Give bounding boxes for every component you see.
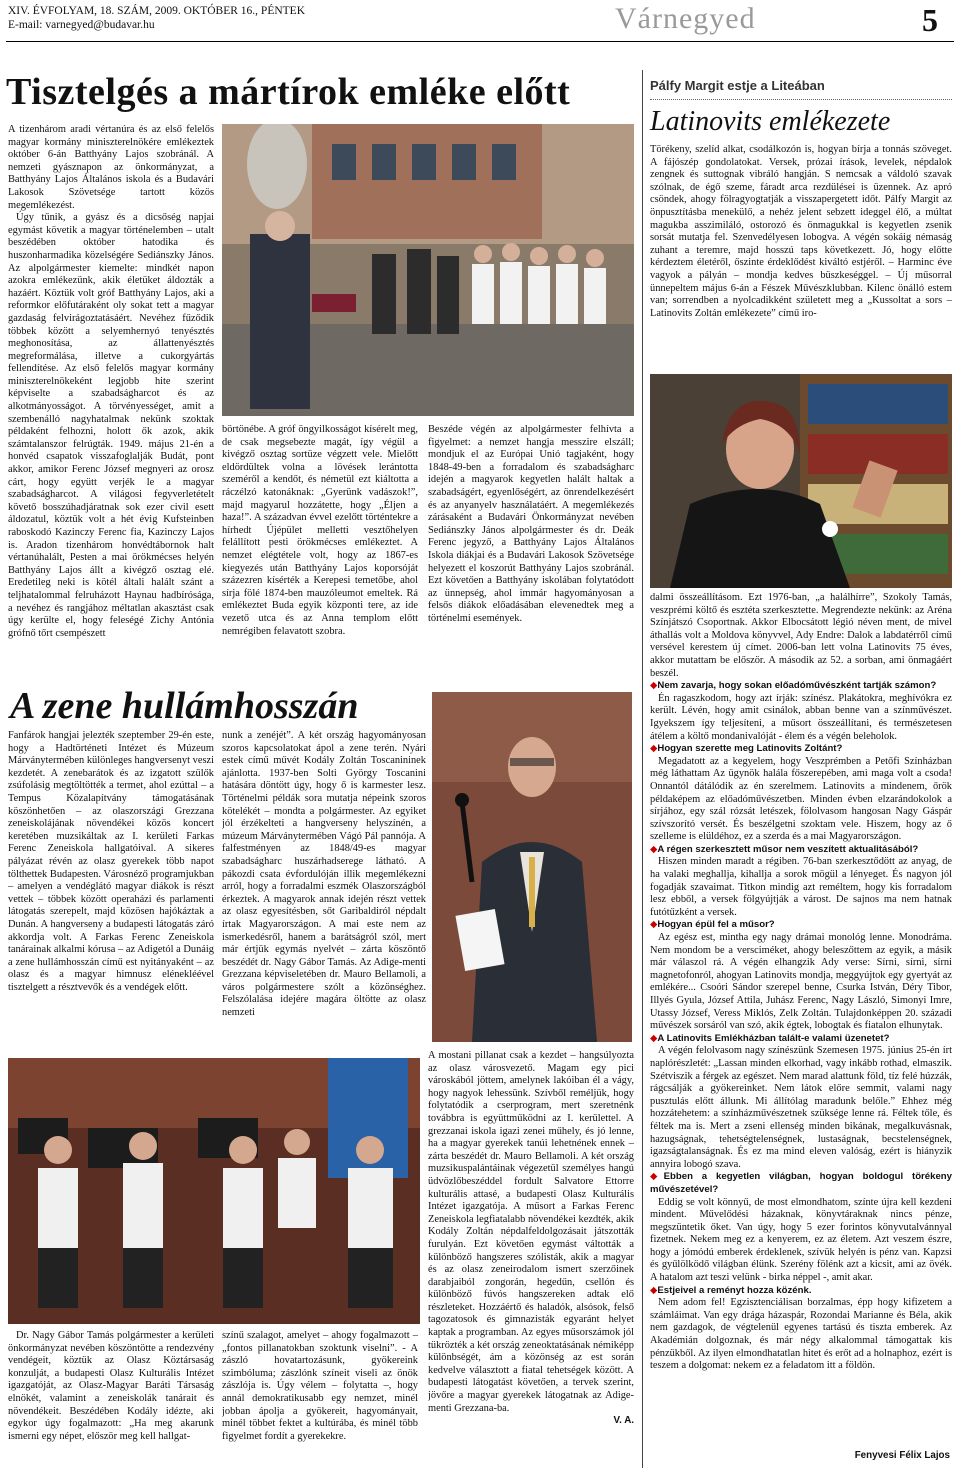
lead-paragraph: A tizenhárom aradi vértanúra és az első felelős magyar kormány miniszterelnökére emlékeztek október 6-án Batthyány Lajos szobránál. A nemzeti gyásznapon az önkormányzat, a Batthyány Lajos Általános iskola és a Budavári Lakosok Szövetsége tartott közös megemlékezést. xyxy=(8,124,214,211)
issue-line: XIV. ÉVFOLYAM, 18. SZÁM, 2009. OKTÓBER 16., PÉNTEK xyxy=(8,5,306,17)
article-text: A mostani pillanat csak a kezdet – hangsúlyozta az olasz városvezető. Magam egy pici városkából jöttem, amelynek lakóiban él a vágy, hogy nagyok lehessünk. Szívből reméljük, hogy folytatódik a cserprogram, mert szeretnénk továbbra is együttműködni az I. kerülettel. A grezzanai iskola igazi zenei műhely, és jó lenne, ha a magyar gyerekek tanúi lehetnének ennek – zárta beszédét dr. Mauro Bellamoli. A két ország muzsikuspalántáinak végezetül személyes hangú üdvözlőbeszéddel fordult Salvatore Ettorre kulturális attasé, a budapesti Olasz Kulturális Intézet igazgatója. A műsort a Farkas Ferenc Zeneiskola legfiatalabb növendékei kezdték, akik Kodály Zoltán népdalfeldolgozásait játszották furulyán. Ezt követően egymást váltották a különböző hangszeres szólisták, akik a magyar és az olasz zeneirodalom ismert szerzőinek darabjaiból zongorán, hegedűn, csellón és különböző fúvós hangszereken adtak elő részleteket. Hozzáértő és haladók, alsósok, felső tagozatosok és gimnazisták egyaránt helyet kaptak a programban. Az egyes műsorszámok jól tükrözték a két ország zeneoktatásának némiképp különbségét, ám a közönség az est során kedvelve választott a fiatal tehetségek között. A budapesti látogatást követően, a tervek szerint, jövőre a magyar gyerekek látogatnak az Adige-menti Grezzana-ba. xyxy=(428,1050,634,1414)
interview-answer: Az egész est, mintha egy nagy drámai monológ lenne. Monodráma. Nem mondom be a versciméket, ahogy beleszőttem az egyik, a másik már válaszol rá. A végén elhangzik Ady verse: Sírni, sírni, sírni magnetofonról, ahogyan Latinovits mondja, meggyújtok egy gyertyát az emlékére... Csoóri Sándor szerepel benne, Csurka István, Déry Tibor, Illyés Gyula, József Attila, Juhász Ferenc, Nagy László, Simonyi Imre, Utassy József, Veress Miklós, Zelk Zoltán. Tulajdonképpen 20. századi művészek sorsáról van szó, akik égtek, lobogtak és fiatalon elhunytak. xyxy=(650,932,952,1032)
article-text: Törékeny, szelíd alkat, csodálkozón is, hogyan bírja a tonnás szöveget. A fájószép gondolatokat. Versek, prózai írások, levelek, népdalok zengnek és suttognak vibráló hangján. S nemcsak a váldoló szavak szólnak, de égő szeme, fáradt arca rezdülései is üzennek. Az apró csöndek, ahogy fölragyogtatják a visszapergetett időt. Pálfy Margit az önpusztításba menekülő, a nehéz jelent sebzett ideggel élő, a múltat magukba asszimiláló, ostorozó és önmagukkal is kegyetlen zsenik sorsát mutatja fel. Szenvedélyesen lobogva. A végén sokáig némaság zuhant a teremre, majd hosszú taps következett. Jó, hogy előtte kérdeztem életéről, őszinte érdeklődést kiváltó estjéről. – Harminc éve vagyok a pályán – mondja kedves büszkeséggel. – Új műsorral ünnepeltem május 6-án a Fészek Művészklubban. Kilenc önálló estem van; sorrendben a nyolcadikként született meg a „Kussoltat a sors – Latinovits Zoltán emlékezete” című iro- xyxy=(650,144,952,319)
brand-name: Várnegyed xyxy=(615,2,756,35)
article-text: Beszéde végén az alpolgármester felhívta a figyelmet: a nemzet hangja messzire elszáll; mondjuk el az Európai Unió tagjaként, hogy 1848-49-ben a forradalom és szabadságharc idején a magyarok kegyetlen halált haltak a szabadságért, egyenlőségért, az önrendelkezésért és az anyanyelv használatáért. A megemlékezés zárásaként a Budavári Önkormányzat nevében Sediánszky János alpolgármester és dr. Deák Ferenc jegyző, a Batthyány Lajos Általános Iskola diákjai és a Budavári Lakosok Szövetsége helyezett el koszorút Batthyány Lajos szobránál. Ezt követően a Batthyány iskolában folytatódott az ünnepség, ahol immár hagyományosan a felsős diákok előadásában elevenedtek meg a történelmi események. xyxy=(428,424,634,624)
interview-answer: Megadatott az a kegyelem, hogy Veszprémben a Petőfi Színházban még láthattam Az ügynök halála főszerepében, ami maga volt a csoda! Onnantól dátálódik az én szerelmem. Latinovits a mindenem, őrök példaképem az előadóművészetben. Minden évben elzarándokolok a sírjához, egy szál rózsát letészek, fölolvasom hangosan Nagy Gáspár szívszorító versét. És beszélgetni szoktam vele. Hiszem, hogy az ő szelleme is elüldéhoz, ez a szerda és a mai Magyarországon. xyxy=(650,755,952,843)
interview-question: ◆ A régen szerkesztett műsor nem veszített aktualitásából? xyxy=(650,844,952,857)
article-text: Dr. Nagy Gábor Tamás polgármester a kerületi önkormányzat nevében köszöntötte a rendezvény vendégeit, köztük az Olasz Köztársaság konzulját, a budapesti Olasz Kulturális Intézet igazgatóját, az Olasz-Magyar Baráti Társaság elnökét, valamint a zeneiskolák tanárait és növendékeit. Beszédében Kodály idézte, aki egykor úgy fogalmazott: „Ha meg akarunk ismerni egy népet, először meg kell hallgat- xyxy=(8,1330,214,1442)
interview-answer: A végén felolvasom nagy színészünk Szemesen 1975. június 25-én írt naplórészletét: „Lassan minden elkorhad, vagy inkább rothad, elmaszik. Szétviszik a férgek az egészet. Nem marad alattunk föld, tíz felé húzzák, rágcsálják a gyökereinket. Nem látok előre semmit, valami nagy pusztulás előtt állunk. Mi állítólag maradunk belőle.” Ehhez még hozzátehetem: a színházművészetnek szüksége lenne rá. Féltek tőle, és féltek ma is. Mert a zseni ellenség minden bikának, megalkuvásnak, hazugságnak, tehetségtelenségnek, lustaságnak, becstelenségnek, igazságtalanságnak. És ez ma mind eleven valóság, ezért is hiányzik annyira lobogó szava. xyxy=(650,1045,952,1170)
ceremony-photo xyxy=(222,124,634,416)
actress-photo xyxy=(650,374,952,588)
article-column-2b xyxy=(222,1330,418,1468)
interview-column xyxy=(650,592,952,1468)
article-column-3 xyxy=(428,424,634,674)
interview-answer: Eddig se volt könnyű, de most elmondhatom, színte újra kell kezdeni mindent. Művelődési házaknak, könyvtáraknak nincs pénze, megszüntetik őket. Van úgy, hogy 5 ezer forintos könyvutalvánnyal fizetnek. Nekem meg ez a kenyerem, ez az életem. Azt veszem észre, hogy a jómódú emberek érdeklenek, szívük helyén is pénz van. Kapzsi és gyűlölködő világban élünk. Szerény fölénk azt a kicsit, ami az övék. A hatalom azt teszi velünk - birka néppel -, amit akar. xyxy=(650,1196,952,1284)
article-text: színű szalagot, amelyet – ahogy fogalmazott – „fontos pillanatokban szoktunk viselni”. - A zászló hovatartozásunk, gyökereink szimbóluma; zászlónk színeit viseli az önök zászlója is. Úgy vélem – folytatta –, hogy annál demokratikusabb egy nemzet, minél jobban ápolja a gyökereit, hagyományait, minél többet fektet a kultúrába, és minél több figyelmet fordít a gyerekekre. xyxy=(222,1330,418,1442)
article-title: Latinovits emlékezete xyxy=(650,106,891,137)
interview-question: ◆ Hogyan szerette meg Latinovits Zoltánt? xyxy=(650,743,952,756)
article-signature: V. A. xyxy=(613,1415,634,1427)
interview-question: ◆ Ebben a kegyetlen világban, hogyan boldogul törékeny művészetével? xyxy=(650,1171,952,1196)
article-text: börtönébe. A gróf öngyilkosságot kísérelt meg, de csak megsebezte magát, így végül a kivégző osztag sortüze végzett vele. Mielőtt eldördültek volna a lövések lerántotta szeméről a kendőt, és németül ezt kiáltotta a ráczélzó katonáknak: „Gyerünk vadászok!”, majd magyarul hozzátette, hogy „Éljen a haza!”. A századvan évvel ezelőtt történtekre a hírhedt Újépület melletti vesztőhelyen felállított pesti örökmécses emlékeztet. A nemzet elégtétele volt, hogy az 1867-es kiegyezés után Batthyány Lajos koporsóját százezren kísérték a Kerepesi temetőbe, ahol sírja fölé 1874-ben mauzóleumot emeltek. Rá emlékeztet Buda egyik központi tere, az ide vezető utca és az Anna templom előtt nemrégiben felavatott szobra. xyxy=(222,424,418,637)
article-kicker: Pálfy Margit estje a Liteában xyxy=(650,78,825,93)
article-column-2 xyxy=(222,730,426,1060)
article-signature: Fenyvesi Félix Lajos xyxy=(854,1450,950,1461)
email-line: E-mail: varnegyed@budavar.hu xyxy=(8,19,155,31)
interview-question: ◆ A Latinovits Emlékházban talált-e valami üzenetet? xyxy=(650,1033,952,1046)
interview-question: ◆ Hogyan épül fel a műsor? xyxy=(650,919,952,932)
article-intro xyxy=(650,144,952,370)
musicians-photo xyxy=(8,1058,420,1324)
article-lead-column xyxy=(8,124,214,670)
speaker-photo xyxy=(432,692,632,1042)
article-title: A zene hullámhosszán xyxy=(10,685,359,727)
interview-question: ◆ Estjeivel a reményt hozza közénk. xyxy=(650,1285,952,1298)
article-text: nunk a zenéjét”. A két ország hagyományosan szoros kapcsolatokat ápol a zene terén. Nyári estek című művét Kodály Zoltán Toscanininek ajánlotta. 1937-ben Solti György Toscanini hatására döntött úgy, hogy ő is karmester lesz. Történelmi példák sora mutatja népeink szoros kötelékét – mondta a polgármester. Az egyiket jól érzékelteti a hangverseny helyszínén, a múzeum Márványtermében Vágó Pál pannója. A falfestményen az 1848/49-es magyar szabadságharc huszárhadserege látható. A pákozdi csata évfordulóján illik megemlékezni arról, hogy a forradalmi eszmék Olaszországból érkeztek. A magyarok annak idején részt vettek az olasz egyesítésben, sőt Garibaldiról népdalt írtak Magyarországon. A mai este nem az ismerkedésről, hanem a barátságról szól, mert már értjük egymás nyelvét – zárta köszöntő beszédét dr. Nagy Gábor Tamás. Az Adige-menti Grezzana képviseletében dr. Mauro Bellamoli, a város polgármestere szólt a közönséghez. Felszólalása idejére magára öltötte az olasz nemzeti xyxy=(222,730,426,1019)
interview-question: ◆ Nem zavarja, hogy sokan előadóművészként tartják számon? xyxy=(650,680,952,693)
page-number: 5 xyxy=(922,2,938,38)
kicker-rule xyxy=(650,99,952,100)
column-divider xyxy=(642,70,643,1468)
article-column-1b xyxy=(8,1330,214,1468)
article-column-1 xyxy=(8,730,214,1050)
article-text: Fanfárok hangjai jelezték szeptember 29-én este, hogy a Hadtörténeti Intézet és Múzeum Márványtermében különleges hangversenyt veszi kezdetét. A zenebarátok és az izgatott szülők zsúfolásig megtöltötték a termet, ahol ezúttal – a Tempus Közalapítvány támogatásának köszönhetően – az olaszországi Grezzana zeneiskolájának növendékei közös koncert keretében muzsikáltak az I. kerületi Farkas Ferenc Zeneiskola hallgatóival. A sikeres pályázat révén az olasz gyerekek több napot tölthettek Budapesten. Városnéző programjukban – amelyen a vendéglátó magyar diákok is részt vettek – többek között operaházi és parlamenti látogatás szerepelt, majd közösen hajókáztak a Dunán. A hangverseny a budapesti látogatás záró akkordja volt. A Farkas Ferenc Zeneiskola tanárainak alkalmi kórusa – az Adigetól a Dunáig a zene hullámhosszán című est nyitányaként – az olasz és a magyar himnusz elénekléével tisztelgett a résztvevők és a vendégek előtt. xyxy=(8,730,214,993)
interview-answer: Hiszen minden maradt a régiben. 76-ban szerkesztődött az anyag, de ha valaki meghallja, kihallja a sorok mögül a lényeget. És nagyon jól fogadják szavaimat. Titkon mindig azt reméltem, hogy kis forradalom lesz ebből, a versek fölgyújtják a várost. De sajnos ma nem hatnak futótűzként a versek. xyxy=(650,856,952,918)
article-column-2 xyxy=(222,424,418,674)
interview-answer: Nem adom fel! Egzisztenciálisan borzalmas, épp hogy kifizetem a számláimat. Van egy drága házaspár, Rozondai Marianne és Béla, akik nem gazdagok, de végtelenül egyenes tartású és tiszta emberek. Az Akadémián dolgoznak, és már négy alkalommal támogattak kis pénzükből. Az ilyen elmondhatatlan hitet és erőt ad a holnaphoz, ezért is teszem a dolgomat: nekem ez a feladatom itt a földön. xyxy=(650,1297,952,1372)
interview-answer: Én ragaszkodom, hogy azt írják: színész. Plakátokra, meghívókra ez került. Lévén, hogy amit csinálok, abban benne van a színművészet. Igyekszem így teljesíteni, a műsort összeállítani, és természetesen átélem a költő mondanivalóját - élem és a végén beleholok. xyxy=(650,692,952,742)
masthead-info xyxy=(8,4,305,32)
article-title: Tisztelgés a mártírok emléke előtt xyxy=(6,71,571,113)
article-text: dalmi összeállításom. Ezt 1976-ban, „a halálhírre”, Szokoly Tamás, veszprémi költő és esztéta szerkesztette. Megrendezte nekünk: az Aréna Színjátszó Csoportnak. Akkor Elbocsátott légió néven ment, de mivel áthallás volt a Moldova könyvvel, Ady Endre: Dalok a labdatérről című versével kerestem új címet. 2006-ban lett volna Latinovits 75 éves, akkor mutattam be először. A második az 52. a sorban, ami önmagáért beszél. xyxy=(650,592,952,679)
header-rule xyxy=(6,41,954,42)
article-text: Úgy tűnik, a gyász és a dicsőség napjai egymást követik a magyar történelemben – utalt beszédében október hatodika és huszonharmadika közelségére Sediánszky János. Az alpolgármester kiemelte: mindkét napon azokra emlékezünk, akik életüket áldozták a hazáért. Köztük volt gróf Batthyány Lajos, aki a reformkor előfutáraként oly sokat tett a magyar gazdaság felvirágoztatásáért. Nevéhez fűződik többek között a selyemhernyó tenyésztés meghonosítása, az állattenyésztés megreformálása, illetve a cukorgyártás fellendítése. Az első felelős magyar kormány miniszterelnökeként legjobb hite szerint képviselte a szabadságharcot és az alkotmányosságot. A törvényességet, amit a szembenálló nagyhatalmak nekünk szoktak példaként felhozni, holott ők azok, akik számtalanszor felrúgták. 1949. május 21-én a honvéd csapatok visszafoglalják Budát, pont akkor, amikor Ferenc József megnyeri az orosz cárt, hogy együtt verjék le a magyar szabadságharcot. A világosi fegyverletételt követő bosszúhadjáratnak sok ezer civil esett áldozatul, köztük volt a hét évig Kufsteinben raboskodó Kazinczy Ferenc fia, Kazinczy Lajos is. Aradon tizenhárom honvédtábornok halt vértanúhalált, Pesten a mai örökmécses helyén Batthyány Lajos állt a kivégző osztag elé. Eredetileg neki is kötél általi halált szánt a teljhatalommal felruházott Haynau hadbírósága, a nevéhez és rangjához méltatlan akasztást csak úgy kerülte el, hogy feleségé Zichy Antónia grófnő tőrt csempészett xyxy=(8,212,214,639)
article-column-3 xyxy=(428,1050,634,1468)
